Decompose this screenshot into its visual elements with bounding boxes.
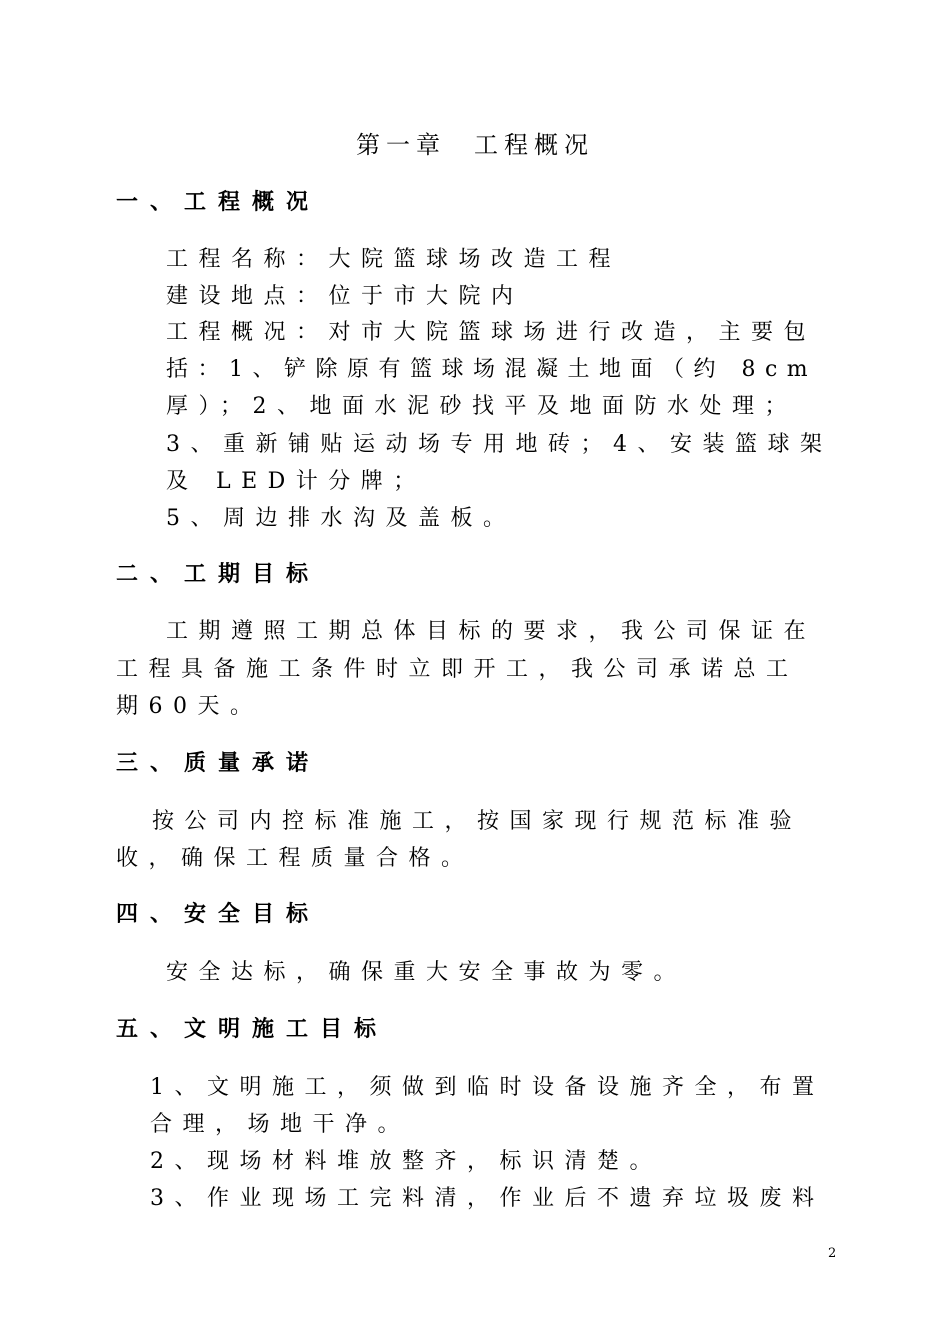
- paragraph-line: 建设地点：位于市大院内: [166, 284, 524, 309]
- section-heading-civilized: 五、文明施工目标: [116, 1017, 389, 1042]
- chapter-title: [0, 128, 950, 162]
- paragraph-line: 厚）；2、地面水泥砂找平及地面防水处理；: [166, 394, 797, 419]
- chapter-number: 第一章: [356, 131, 446, 159]
- paragraph-line: 工程具备施工条件时立即开工，我公司承诺总工: [116, 657, 799, 682]
- paragraph-line: 期60天。: [116, 694, 263, 719]
- paragraph-line: 安全达标，确保重大安全事故为零。: [166, 960, 687, 985]
- paragraph-line: 2、现场材料堆放整齐，标识清楚。: [150, 1149, 662, 1174]
- paragraph-line: 5、周边排水沟及盖板。: [166, 506, 516, 531]
- paragraph-line: 合理，场地干净。: [150, 1112, 411, 1137]
- paragraph-line: 括：1、铲除原有篮球场混凝土地面（约 8cm: [166, 357, 818, 382]
- section-heading-schedule: 二、工期目标: [116, 562, 321, 587]
- paragraph-line: 工期遵照工期总体目标的要求，我公司保证在: [166, 619, 817, 644]
- paragraph-line: 按公司内控标准施工，按国家现行规范标准验: [152, 809, 803, 834]
- section-heading-overview: 一、工程概况: [116, 190, 321, 215]
- paragraph-line: 及 LED计分牌；: [166, 469, 426, 494]
- page-number: 2: [828, 1246, 837, 1261]
- section-heading-quality: 三、质量承诺: [116, 751, 321, 776]
- chapter-name: 工程概况: [474, 131, 594, 159]
- paragraph-line: 工程名称：大院篮球场改造工程: [166, 247, 622, 272]
- paragraph-line: 3、作业现场工完料清，作业后不遗弃垃圾废料: [150, 1186, 825, 1211]
- paragraph-line: 3、重新铺贴运动场专用地砖；4、安装篮球架: [166, 432, 833, 457]
- section-heading-safety: 四、安全目标: [116, 902, 321, 927]
- paragraph-line: 1、文明施工，须做到临时设备设施齐全，布置: [150, 1075, 825, 1100]
- paragraph-line: 工程概况：对市大院篮球场进行改造，主要包: [166, 320, 817, 345]
- paragraph-line: 收，确保工程质量合格。: [116, 846, 474, 871]
